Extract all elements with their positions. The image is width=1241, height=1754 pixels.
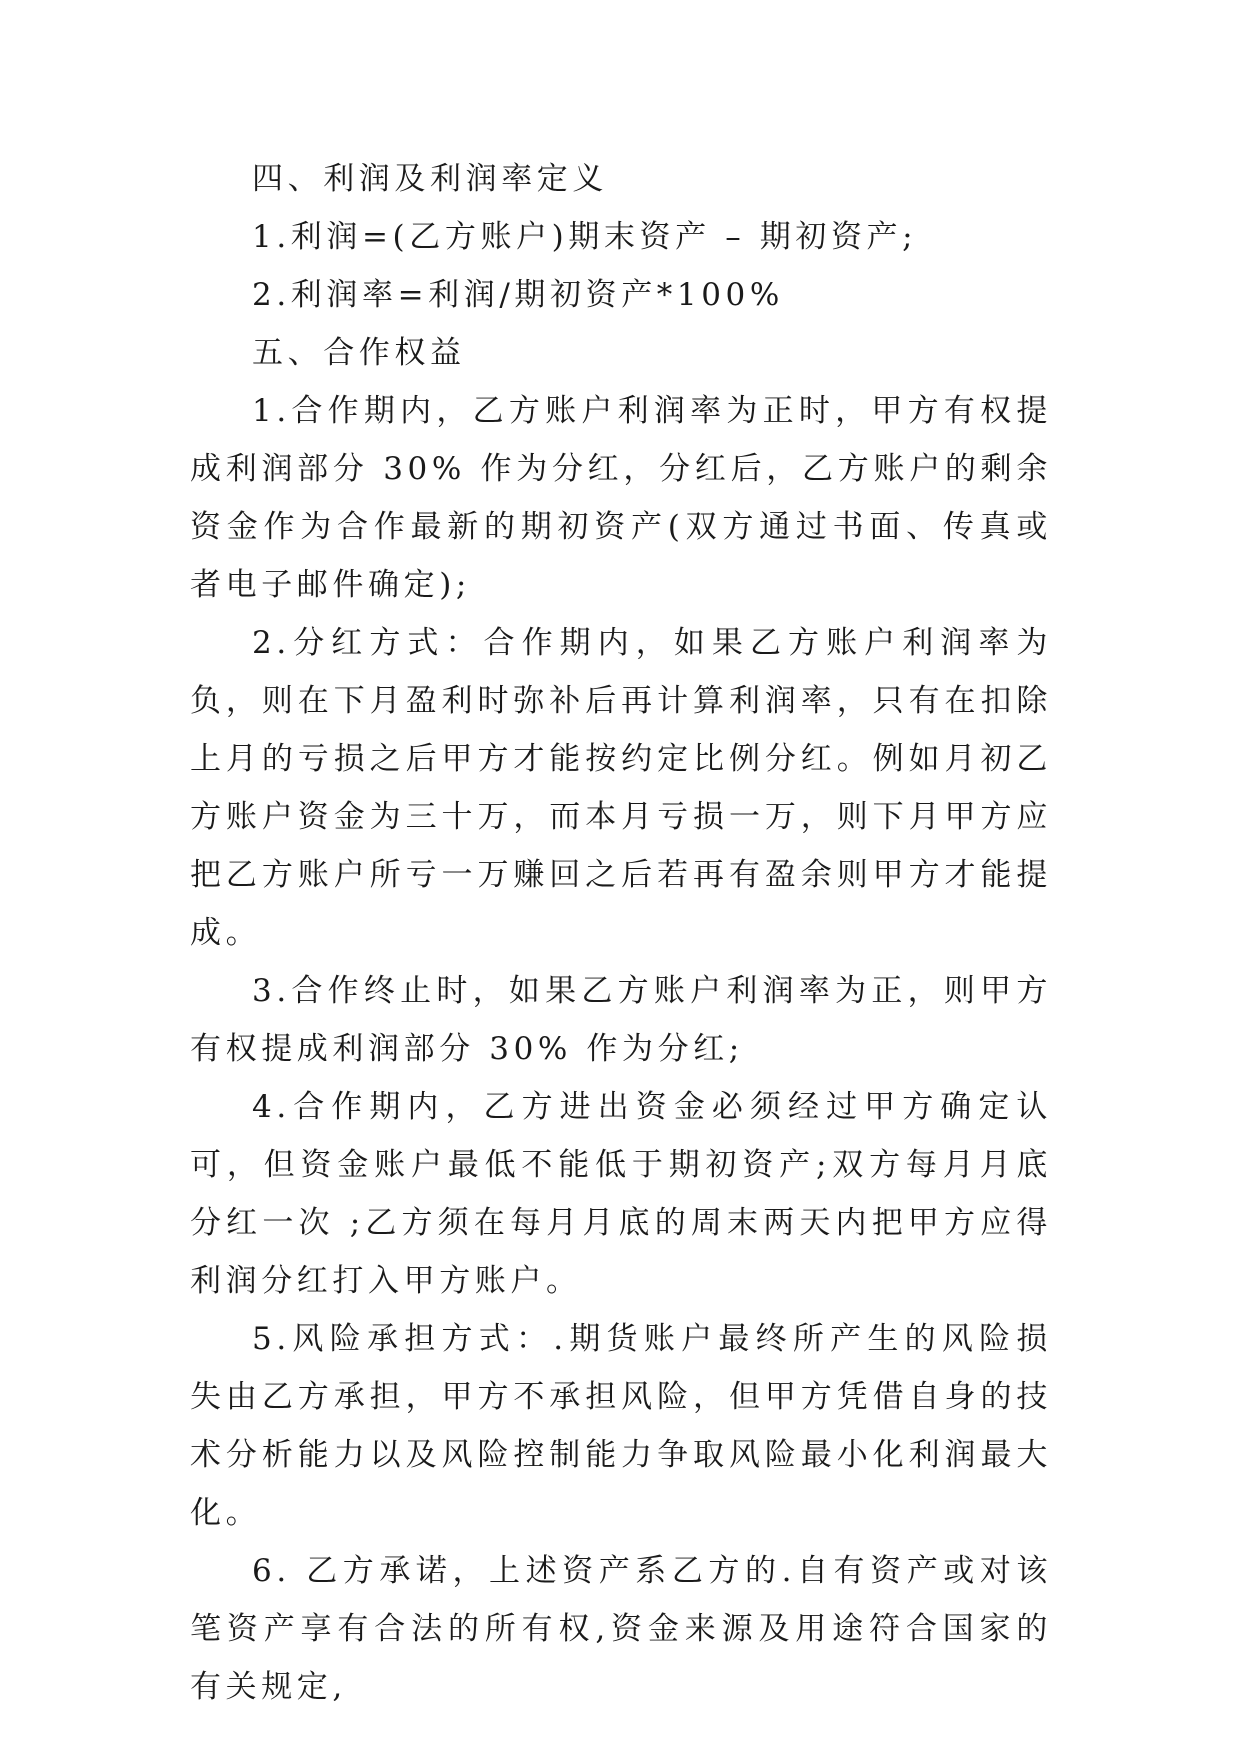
clause-fund-movement: 4.合作期内，乙方进出资金必须经过甲方确定认可，但资金账户最低不能低于期初资产;双方每月月底分红一次 ;乙方须在每月月底的周末两天内把甲方应得利润分红打入甲方账户。 [190,1089,1052,1299]
section-heading-profit-definition: 四、利润及利润率定义 [252,161,608,197]
clause-profit-rate-formula: 2.利润率=利润/期初资产*100% [252,277,784,313]
clause-termination-dividend: 3.合作终止时，如果乙方账户利润率为正，则甲方有权提成利润部分 30% 作为分红; [190,973,1052,1067]
clause-dividend-method: 2.分红方式：合作期内，如果乙方账户利润率为负，则在下月盈利时弥补后再计算利润率，只有在扣除上月的亏损之后甲方才能按约定比例分红。例如月初乙方账户资金为三十万，而本月亏损一万，则下月甲方应把乙方账户所亏一万赚回之后若再有盈余则甲方才能提成。 [190,625,1052,951]
clause-profit-formula: 1.利润=(乙方账户)期末资产 – 期初资产; [252,219,918,255]
document-page [190,150,1052,1716]
section-heading-cooperation-rights: 五、合作权益 [252,335,466,371]
clause-dividend-positive: 1.合作期内，乙方账户利润率为正时，甲方有权提成利润部分 30% 作为分红，分红后，乙方账户的剩余资金作为合作最新的期初资产(双方通过书面、传真或者电子邮件确定); [190,393,1052,603]
clause-risk-bearing: 5.风险承担方式：.期货账户最终所产生的风险损失由乙方承担，甲方不承担风险，但甲方凭借自身的技术分析能力以及风险控制能力争取风险最小化利润最大化。 [190,1321,1052,1531]
clause-asset-commitment: 6. 乙方承诺，上述资产系乙方的.自有资产或对该笔资产享有合法的所有权,资金来源及用途符合国家的有关规定, [190,1553,1052,1705]
